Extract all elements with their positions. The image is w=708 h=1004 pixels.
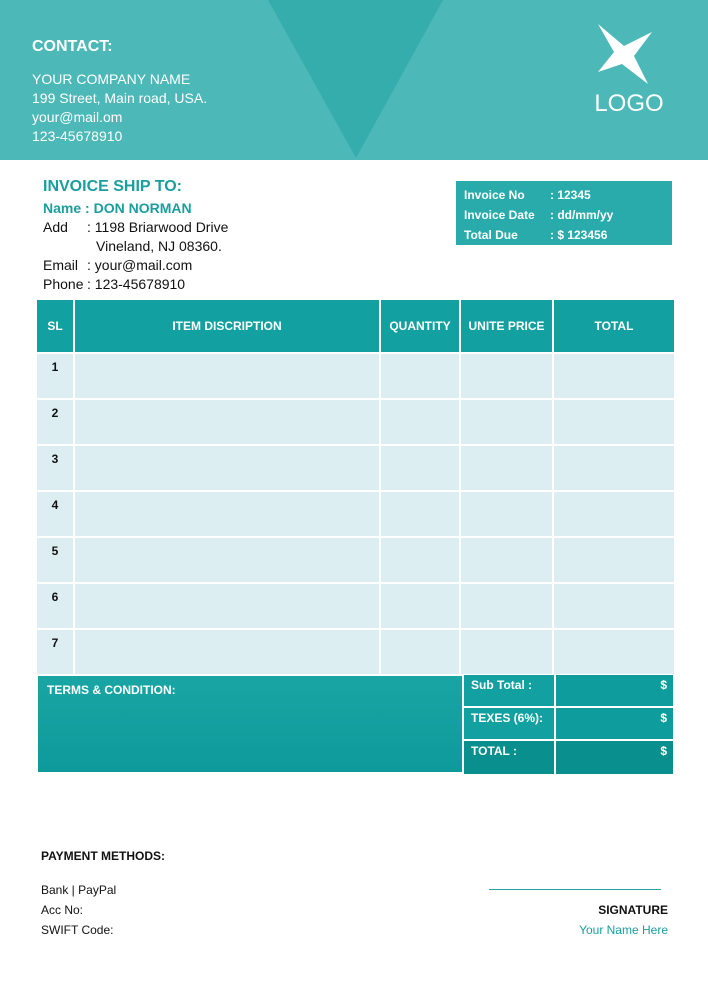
row-sl: 6	[37, 582, 75, 628]
row-description-cell[interactable]	[75, 628, 381, 674]
header-band	[0, 0, 708, 160]
taxes-row	[464, 708, 673, 741]
customer-phone: : 123-45678910	[87, 276, 186, 292]
company-email: your@mail.om	[32, 109, 123, 125]
subtotal-row	[464, 675, 673, 708]
terms-box[interactable]	[38, 676, 462, 772]
row-unit-price-cell[interactable]	[461, 490, 554, 536]
row-sl: 2	[37, 398, 75, 444]
taxes-value[interactable]: $	[556, 708, 673, 741]
row-quantity-cell[interactable]	[381, 628, 461, 674]
row-sl: 3	[37, 444, 75, 490]
header-total: TOTAL	[554, 300, 674, 352]
signature-label: SIGNATURE	[598, 903, 668, 917]
row-unit-price-cell[interactable]	[461, 582, 554, 628]
ship-to-block	[43, 178, 228, 294]
company-phone: 123-45678910	[32, 128, 123, 144]
row-sl: 7	[37, 628, 75, 674]
row-quantity-cell[interactable]	[381, 536, 461, 582]
address-line1: : 1198 Briarwood Drive	[87, 219, 229, 235]
totals-block	[464, 675, 673, 774]
header-item-description: ITEM DISCRIPTION	[75, 300, 381, 352]
table-header-row	[37, 300, 674, 352]
payment-acc-no: Acc No:	[41, 903, 84, 917]
email-label: Email	[43, 257, 79, 273]
address-line2: Vineland, NJ 08360.	[96, 238, 222, 254]
row-total-cell[interactable]	[554, 398, 674, 444]
row-quantity-cell[interactable]	[381, 582, 461, 628]
header-sl: SL	[37, 300, 75, 352]
grand-total-row	[464, 741, 673, 774]
row-total-cell[interactable]	[554, 444, 674, 490]
company-name: YOUR COMPANY NAME	[32, 71, 191, 87]
invoice-date-value: : dd/mm/yy	[550, 208, 614, 222]
row-description-cell[interactable]	[75, 398, 381, 444]
table-row	[37, 536, 674, 582]
row-quantity-cell[interactable]	[381, 444, 461, 490]
grand-total-value[interactable]: $	[556, 741, 673, 774]
signature-name: Your Name Here	[579, 923, 668, 937]
row-description-cell[interactable]	[75, 536, 381, 582]
row-sl: 5	[37, 536, 75, 582]
header-quantity: QUANTITY	[381, 300, 461, 352]
table-row	[37, 444, 674, 490]
ship-to-name-row	[43, 199, 228, 218]
total-due-value: : $ 123456	[550, 228, 608, 242]
row-description-cell[interactable]	[75, 582, 381, 628]
total-due-label: Total Due	[464, 228, 518, 242]
row-unit-price-cell[interactable]	[461, 628, 554, 674]
table-row	[37, 628, 674, 674]
contact-block	[32, 38, 207, 146]
row-quantity-cell[interactable]	[381, 490, 461, 536]
name-label: Name :	[43, 200, 90, 216]
row-total-cell[interactable]	[554, 628, 674, 674]
subtotal-value[interactable]: $	[556, 675, 673, 708]
star-logo-icon	[594, 20, 654, 86]
logo-text: LOGO	[594, 90, 664, 117]
customer-email: : your@mail.com	[87, 257, 193, 273]
row-sl: 1	[37, 352, 75, 398]
row-description-cell[interactable]	[75, 490, 381, 536]
ship-to-phone-row	[43, 275, 228, 294]
row-description-cell[interactable]	[75, 444, 381, 490]
grand-total-label: TOTAL :	[464, 741, 554, 774]
invoice-no-value: : 12345	[550, 188, 591, 202]
payment-heading: PAYMENT METHODS:	[41, 849, 166, 863]
table-row	[37, 582, 674, 628]
ship-to-heading: INVOICE SHIP TO:	[43, 178, 182, 195]
row-quantity-cell[interactable]	[381, 352, 461, 398]
terms-label: TERMS & CONDITION:	[47, 683, 176, 697]
ship-to-address-row	[43, 218, 228, 237]
signature-block	[579, 903, 668, 937]
row-total-cell[interactable]	[554, 582, 674, 628]
items-table	[37, 300, 674, 674]
invoice-date-row	[464, 205, 664, 225]
row-total-cell[interactable]	[554, 536, 674, 582]
logo	[590, 20, 670, 118]
invoice-date-label: Invoice Date	[464, 208, 535, 222]
row-quantity-cell[interactable]	[381, 398, 461, 444]
company-address: 199 Street, Main road, USA.	[32, 90, 208, 106]
table-row	[37, 490, 674, 536]
row-unit-price-cell[interactable]	[461, 352, 554, 398]
taxes-label: TEXES (6%):	[464, 708, 554, 741]
row-sl: 4	[37, 490, 75, 536]
add-label: Add	[43, 219, 68, 235]
payment-methods	[41, 849, 165, 940]
row-description-cell[interactable]	[75, 352, 381, 398]
row-unit-price-cell[interactable]	[461, 536, 554, 582]
payment-bank-paypal: Bank | PayPal	[41, 883, 117, 897]
row-unit-price-cell[interactable]	[461, 398, 554, 444]
invoice-no-label: Invoice No	[464, 188, 525, 202]
table-row	[37, 352, 674, 398]
row-total-cell[interactable]	[554, 490, 674, 536]
invoice-no-row	[464, 185, 664, 205]
contact-title: CONTACT:	[32, 38, 113, 55]
total-due-row	[464, 225, 664, 245]
ship-to-email-row	[43, 256, 228, 275]
invoice-info-box	[456, 181, 672, 245]
row-unit-price-cell[interactable]	[461, 444, 554, 490]
phone-label: Phone	[43, 276, 84, 292]
payment-swift-code: SWIFT Code:	[41, 923, 114, 937]
row-total-cell[interactable]	[554, 352, 674, 398]
subtotal-label: Sub Total :	[464, 675, 554, 708]
table-row	[37, 398, 674, 444]
signature-line	[489, 889, 661, 890]
header-unit-price: UNITE PRICE	[461, 300, 554, 352]
customer-name: DON NORMAN	[93, 200, 192, 216]
